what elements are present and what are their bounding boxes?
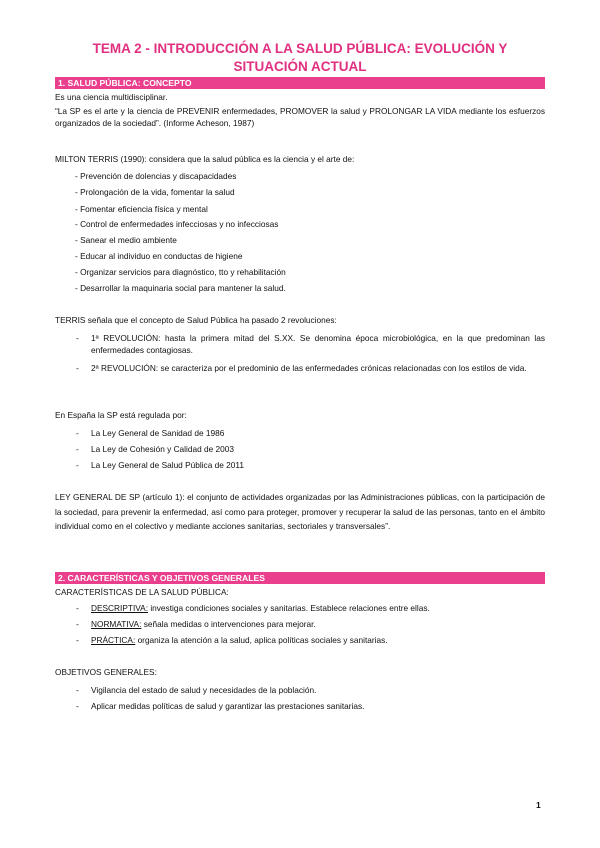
intro-text: Es una ciencia multidisciplinar. [55,92,168,102]
section-2-bar [55,572,545,584]
bullet-dash: - [76,701,79,711]
terris-item: - Prolongación de la vida, fomentar la salud [75,187,235,197]
bullet-dash: - [76,635,79,645]
terris-item: - Control de enfermedades infecciosas y no infecciosas [75,219,279,229]
characteristic-term: DESCRIPTIVA: [91,603,149,613]
law-item: La Ley General de Sanidad de 1986 [91,428,225,438]
characteristic-text: investiga condiciones sociales y sanitarias. Establece relaciones entre ellas. [148,603,430,613]
terris-item: - Prevención de dolencias y discapacidades [75,171,237,181]
characteristic-term: NORMATIVA: [91,619,142,629]
terris-item: - Fomentar eficiencia física y mental [75,204,208,214]
characteristic-text: organiza la atención a la salud, aplica políticas sociales y sanitarias. [135,635,388,645]
characteristic-item [91,619,545,631]
law-item: La Ley General de Salud Pública de 2011 [91,460,244,470]
section-1-heading: 1. SALUD PÚBLICA: CONCEPTO [58,78,192,88]
objective-item: Vigilancia del estado de salud y necesidades de la población. [91,685,317,695]
bullet-dash: - [76,460,79,470]
terris-item: - Sanear el medio ambiente [75,235,177,245]
bullet-dash: - [76,603,79,613]
bullet-dash: - [76,363,79,373]
bullet-dash: - [76,444,79,454]
section-2-heading: 2. CARACTERÍSTICAS Y OBJETIVOS GENERALES [58,573,265,583]
bullet-dash: - [76,333,79,343]
terris-intro: MILTON TERRIS (1990): considera que la salud pública es la ciencia y el arte de: [55,154,355,164]
terris-item: - Educar al individuo en conductas de higiene [75,251,243,261]
law-item: La Ley de Cohesión y Calidad de 2003 [91,444,234,454]
laws-intro: En España la SP está regulada por: [55,410,187,420]
objective-item: Aplicar medidas políticas de salud y garantizar las prestaciones sanitarias. [91,701,365,711]
terris-item: - Desarrollar la maquinaria social para mantener la salud. [75,283,286,293]
revolutions-intro: TERRIS señala que el concepto de Salud Pública ha pasado 2 revoluciones: [55,315,337,325]
bullet-dash: - [76,428,79,438]
revolution-item: 1ª REVOLUCIÓN: hasta la primera mitad del S.XX. Se denomina época microbiológica, en la que predominan las enfermedades contagiosas. [91,333,545,355]
characteristic-item [91,603,545,615]
characteristic-item [91,635,545,647]
characteristic-text: señala medidas o intervenciones para mejorar. [141,619,316,629]
revolution-item: 2ª REVOLUCIÓN: se caracteriza por el predominio de las enfermedades crónicas relacionadas con los estilos de vida. [91,363,527,373]
objectives-intro: OBJETIVOS GENERALES: [55,667,157,677]
law-definition: LEY GENERAL DE SP (artículo 1): el conjunto de actividades organizadas por las Administraciones públicas, con la participación de la sociedad, para prevenir la enfermedad, así como para proteger, promover y recuperar la salud de las personas, tanto en el ámbito individual como en el colectivo y mediante acciones sanitarias, sectoriales y transversales”. [55,492,545,531]
bullet-dash: - [76,619,79,629]
characteristics-intro: CARACTERÍSTICAS DE LA SALUD PÚBLICA: [55,587,229,597]
acheson-quote: “La SP es el arte y la ciencia de PREVENIR enfermedades, PROMOVER la salud y PROLONGAR LA VIDA mediante los esfuerzos organizados de la sociedad”. (Informe Acheson, 1987) [55,106,545,128]
section-1-bar [55,77,545,89]
bullet-dash: - [76,685,79,695]
characteristic-term: PRÁCTICA: [91,635,136,645]
terris-item: - Organizar servicios para diagnóstico, tto y rehabilitación [75,267,286,277]
page-number: 1 [536,800,541,810]
page-title: TEMA 2 - INTRODUCCIÓN A LA SALUD PÚBLICA: EVOLUCIÓN Y SITUACIÓN ACTUAL [92,41,508,74]
